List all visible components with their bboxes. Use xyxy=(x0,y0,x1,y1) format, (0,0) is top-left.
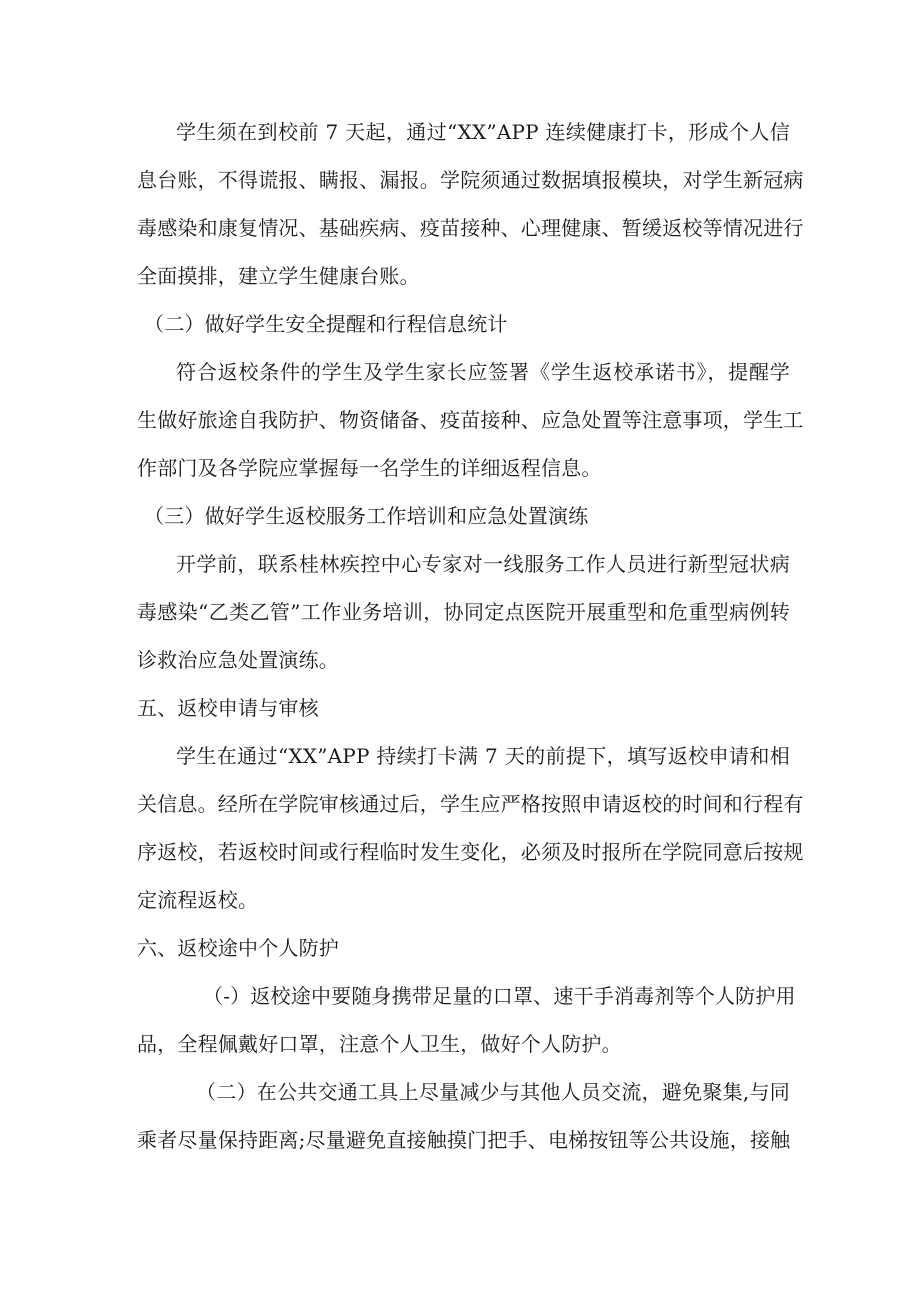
paragraph-line: 息台账，不得谎报、瞒报、漏报。学院须通过数据填报模块，对学生新冠病 xyxy=(137,168,804,192)
paragraph-line: 学生须在到校前 7 天起，通过“XX”APP 连续健康打卡，形成个人信 xyxy=(176,120,790,144)
paragraph-line: 全面摸排，建立学生健康台账。 xyxy=(137,264,420,288)
paragraph-line: 品，全程佩戴好口罩，注意个人卫生，做好个人防护。 xyxy=(137,1032,622,1056)
paragraph-line: 毒感染“乙类乙管”工作业务培训，协同定点医院开展重型和危重型病例转 xyxy=(137,600,790,624)
paragraph-line: 生做好旅途自我防护、物资储备、疫苗接种、应急处置等注意事项，学生工 xyxy=(137,408,804,432)
section-heading: 五、返校申请与审核 xyxy=(137,696,319,720)
paragraph-line: 乘者尽量保持距离;尽量避免直接触摸门把手、电梯按钮等公共设施，接触 xyxy=(137,1128,791,1152)
subsection-heading: （二）做好学生安全提醒和行程信息统计 xyxy=(144,312,508,336)
section-heading: 六、返校途中个人防护 xyxy=(137,936,339,960)
paragraph-line: 符合返校条件的学生及学生家长应签署《学生返校承诺书》，提醒学 xyxy=(176,360,790,384)
paragraph-line: （-）返校途中要随身携带足量的口罩、速干手消毒剂等个人防护用 xyxy=(203,984,796,1008)
paragraph-line: （二）在公共交通工具上尽量减少与其他人员交流，避免聚集,与同 xyxy=(196,1080,790,1104)
paragraph-line: 学生在通过“XX”APP 持续打卡满 7 天的前提下，填写返校申请和相 xyxy=(176,744,790,768)
subsection-heading: （三）做好学生返校服务工作培训和应急处置演练 xyxy=(144,504,589,528)
paragraph-line: 关信息。经所在学院审核通过后，学生应严格按照申请返校的时间和行程有 xyxy=(137,792,804,816)
paragraph-line: 定流程返校。 xyxy=(137,888,259,912)
paragraph-line: 开学前，联系桂林疾控中心专家对一线服务工作人员进行新型冠状病 xyxy=(176,552,790,576)
paragraph-line: 毒感染和康复情况、基础疾病、疫苗接种、心理健康、暂缓返校等情况进行 xyxy=(137,216,804,240)
paragraph-line: 序返校，若返校时间或行程临时发生变化，必须及时报所在学院同意后按规 xyxy=(137,840,804,864)
paragraph-line: 作部门及各学院应掌握每一名学生的详细返程信息。 xyxy=(137,456,602,480)
paragraph-line: 诊救治应急处置演练。 xyxy=(137,648,339,672)
